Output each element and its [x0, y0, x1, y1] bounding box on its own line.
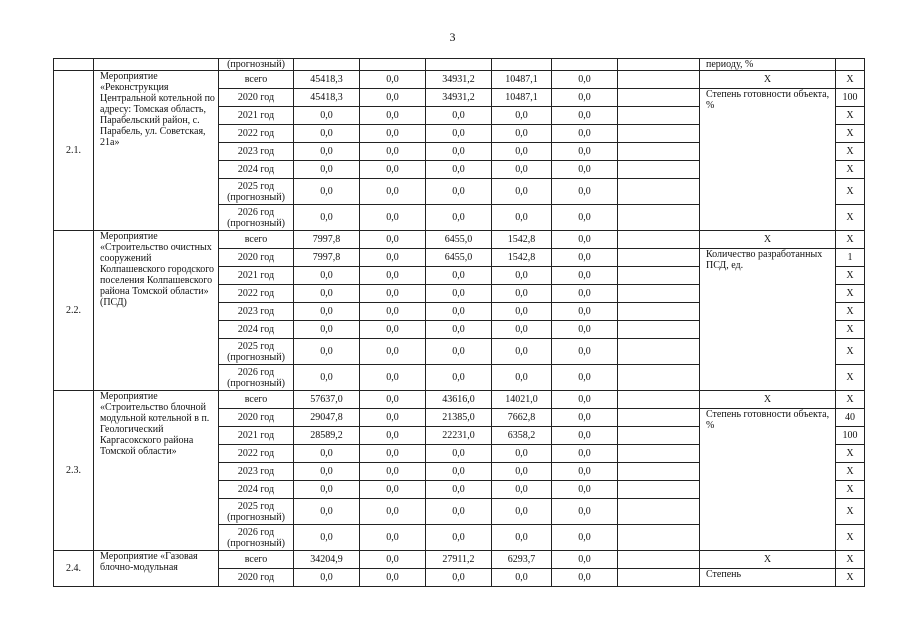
amount-cell: 0,0 — [426, 143, 492, 161]
amount-cell: 0,0 — [552, 143, 618, 161]
amount-cell: 0,0 — [360, 409, 426, 427]
amount-cell: 0,0 — [426, 161, 492, 179]
indicator-value: X — [836, 125, 865, 143]
amount-cell: 22231,0 — [426, 427, 492, 445]
section-number: 2.4. — [54, 551, 94, 587]
year-cell: 2022 год — [219, 285, 294, 303]
empty-cell — [618, 463, 700, 481]
amount-cell: 0,0 — [294, 267, 360, 285]
amount-cell: 1542,8 — [492, 249, 552, 267]
amount-cell: 0,0 — [492, 499, 552, 525]
section-number: 2.3. — [54, 391, 94, 551]
amount-cell: 0,0 — [360, 161, 426, 179]
year-cell: 2023 год — [219, 463, 294, 481]
amount-cell: 0,0 — [360, 339, 426, 365]
year-cell: 2025 год (прогнозный) — [219, 499, 294, 525]
year-cell: 2026 год (прогнозный) — [219, 525, 294, 551]
amount-cell: 0,0 — [426, 267, 492, 285]
amount-cell: 0,0 — [552, 285, 618, 303]
amount-cell: 6358,2 — [492, 427, 552, 445]
amount-cell: 0,0 — [492, 481, 552, 499]
indicator-name: Степень готовности объекта, % — [700, 89, 836, 231]
empty-cell — [618, 409, 700, 427]
amount-cell: 0,0 — [552, 499, 618, 525]
amount-cell: 0,0 — [294, 481, 360, 499]
amount-cell: 0,0 — [360, 285, 426, 303]
amount-cell: 0,0 — [360, 179, 426, 205]
empty-cell — [426, 59, 492, 71]
amount-cell: 0,0 — [426, 481, 492, 499]
amount-cell: 0,0 — [360, 125, 426, 143]
year-cell: 2025 год (прогнозный) — [219, 339, 294, 365]
amount-cell: 7997,8 — [294, 249, 360, 267]
amount-cell: 0,0 — [552, 481, 618, 499]
indicator-cell: периоду, % — [700, 59, 836, 71]
empty-cell — [618, 107, 700, 125]
indicator-value: X — [836, 303, 865, 321]
empty-cell — [618, 303, 700, 321]
empty-cell — [618, 365, 700, 391]
amount-cell: 0,0 — [294, 365, 360, 391]
indicator-value: X — [836, 179, 865, 205]
table-row — [54, 551, 865, 569]
amount-cell: 0,0 — [360, 71, 426, 89]
table-body — [54, 59, 865, 587]
empty-cell — [618, 321, 700, 339]
year-cell: 2021 год — [219, 107, 294, 125]
amount-cell: 6455,0 — [426, 249, 492, 267]
amount-cell: 0,0 — [360, 231, 426, 249]
amount-cell: 57637,0 — [294, 391, 360, 409]
indicator-value: X — [836, 321, 865, 339]
amount-cell: 0,0 — [294, 161, 360, 179]
amount-cell: 0,0 — [294, 445, 360, 463]
indicator-cell: X — [700, 231, 836, 249]
amount-cell: 0,0 — [492, 107, 552, 125]
indicator-cell: X — [700, 391, 836, 409]
amount-cell: 0,0 — [360, 205, 426, 231]
year-cell: всего — [219, 231, 294, 249]
amount-cell: 0,0 — [360, 89, 426, 107]
year-cell: 2022 год — [219, 445, 294, 463]
indicator-value: X — [836, 463, 865, 481]
amount-cell: 29047,8 — [294, 409, 360, 427]
amount-cell: 0,0 — [426, 445, 492, 463]
amount-cell: 34931,2 — [426, 71, 492, 89]
amount-cell: 0,0 — [552, 71, 618, 89]
indicator-value: X — [836, 285, 865, 303]
amount-cell: 0,0 — [360, 143, 426, 161]
empty-cell — [618, 427, 700, 445]
amount-cell: 0,0 — [360, 365, 426, 391]
indicator-value: 1 — [836, 249, 865, 267]
amount-cell: 0,0 — [552, 89, 618, 107]
indicator-cell: X — [700, 551, 836, 569]
empty-cell — [618, 499, 700, 525]
amount-cell: 6293,7 — [492, 551, 552, 569]
empty-cell — [618, 267, 700, 285]
amount-cell: 0,0 — [492, 463, 552, 481]
empty-cell — [618, 339, 700, 365]
amount-cell: 0,0 — [360, 445, 426, 463]
amount-cell: 0,0 — [426, 205, 492, 231]
table-row — [54, 391, 865, 409]
table-row — [54, 231, 865, 249]
amount-cell: 0,0 — [492, 321, 552, 339]
amount-cell: 0,0 — [492, 179, 552, 205]
year-cell: 2026 год (прогнозный) — [219, 205, 294, 231]
measure-description: Мероприятие «Строительство очистных сооружений Колпашевского городского поселения Колпашевского района Томской области» (ПСД) — [94, 231, 219, 391]
amount-cell: 0,0 — [552, 321, 618, 339]
amount-cell: 34204,9 — [294, 551, 360, 569]
year-cell: 2021 год — [219, 267, 294, 285]
amount-cell: 0,0 — [360, 107, 426, 125]
amount-cell: 0,0 — [294, 125, 360, 143]
indicator-value: X — [836, 481, 865, 499]
year-cell: 2024 год — [219, 321, 294, 339]
empty-cell — [360, 59, 426, 71]
measure-description: Мероприятие «Реконструкция Центральной котельной по адресу: Томская область, Парабельский район, с. Парабель, ул. Советская, 21а» — [94, 71, 219, 231]
amount-cell: 0,0 — [294, 339, 360, 365]
indicator-value: X — [836, 525, 865, 551]
empty-cell — [618, 525, 700, 551]
amount-cell: 0,0 — [552, 427, 618, 445]
empty-cell — [618, 59, 700, 71]
amount-cell: 0,0 — [492, 125, 552, 143]
year-cell: 2020 год — [219, 249, 294, 267]
year-cell: 2025 год (прогнозный) — [219, 179, 294, 205]
amount-cell: 7997,8 — [294, 231, 360, 249]
amount-cell: 0,0 — [492, 143, 552, 161]
amount-cell: 0,0 — [552, 161, 618, 179]
amount-cell: 0,0 — [294, 107, 360, 125]
amount-cell: 0,0 — [426, 365, 492, 391]
amount-cell: 0,0 — [552, 125, 618, 143]
amount-cell: 0,0 — [360, 525, 426, 551]
year-cell: 2020 год — [219, 409, 294, 427]
year-cell: 2023 год — [219, 143, 294, 161]
amount-cell: 0,0 — [360, 391, 426, 409]
amount-cell: 0,0 — [552, 107, 618, 125]
amount-cell: 27911,2 — [426, 551, 492, 569]
empty-cell — [618, 231, 700, 249]
empty-cell — [618, 391, 700, 409]
indicator-value: 100 — [836, 89, 865, 107]
amount-cell: 0,0 — [294, 205, 360, 231]
amount-cell: 0,0 — [552, 391, 618, 409]
page-number: 3 — [449, 30, 456, 44]
empty-cell — [618, 551, 700, 569]
empty-cell — [618, 249, 700, 267]
empty-cell — [492, 59, 552, 71]
amount-cell: 14021,0 — [492, 391, 552, 409]
empty-cell — [618, 89, 700, 107]
amount-cell: 0,0 — [360, 249, 426, 267]
amount-cell: 0,0 — [552, 525, 618, 551]
amount-cell: 0,0 — [426, 463, 492, 481]
indicator-value: X — [836, 267, 865, 285]
amount-cell: 34931,2 — [426, 89, 492, 107]
amount-cell: 0,0 — [492, 303, 552, 321]
amount-cell: 0,0 — [360, 499, 426, 525]
amount-cell: 0,0 — [552, 267, 618, 285]
indicator-value: X — [836, 205, 865, 231]
year-cell: 2022 год — [219, 125, 294, 143]
empty-cell — [618, 71, 700, 89]
amount-cell: 0,0 — [552, 463, 618, 481]
amount-cell: 0,0 — [552, 339, 618, 365]
amount-cell: 0,0 — [492, 161, 552, 179]
amount-cell: 0,0 — [426, 107, 492, 125]
amount-cell: 0,0 — [552, 409, 618, 427]
amount-cell: 0,0 — [294, 303, 360, 321]
indicator-name: Степень — [700, 569, 836, 587]
indicator-value: X — [836, 339, 865, 365]
amount-cell: 0,0 — [294, 321, 360, 339]
amount-cell: 0,0 — [294, 285, 360, 303]
amount-cell: 0,0 — [426, 321, 492, 339]
amount-cell: 0,0 — [492, 365, 552, 391]
amount-cell: 0,0 — [360, 267, 426, 285]
year-cell: 2026 год (прогнозный) — [219, 365, 294, 391]
empty-cell — [618, 143, 700, 161]
indicator-value: 100 — [836, 427, 865, 445]
amount-cell: 0,0 — [552, 445, 618, 463]
section-number: 2.1. — [54, 71, 94, 231]
empty-cell — [618, 481, 700, 499]
amount-cell: 0,0 — [492, 569, 552, 587]
indicator-value: 40 — [836, 409, 865, 427]
amount-cell: 0,0 — [552, 205, 618, 231]
amount-cell: 28589,2 — [294, 427, 360, 445]
indicator-name: Количество разработанных ПСД, ед. — [700, 249, 836, 391]
amount-cell: 21385,0 — [426, 409, 492, 427]
amount-cell: 7662,8 — [492, 409, 552, 427]
amount-cell: 0,0 — [360, 481, 426, 499]
amount-cell: 0,0 — [552, 249, 618, 267]
amount-cell: 0,0 — [426, 303, 492, 321]
year-cell: всего — [219, 551, 294, 569]
empty-cell — [552, 59, 618, 71]
amount-cell: 0,0 — [552, 231, 618, 249]
amount-cell: 0,0 — [360, 303, 426, 321]
budget-table — [53, 58, 865, 587]
amount-cell: 0,0 — [294, 525, 360, 551]
empty-cell — [294, 59, 360, 71]
indicator-value: X — [836, 551, 865, 569]
year-cell: 2023 год — [219, 303, 294, 321]
section-number: 2.2. — [54, 231, 94, 391]
amount-cell: 0,0 — [552, 569, 618, 587]
amount-cell: 0,0 — [426, 179, 492, 205]
indicator-value: X — [836, 391, 865, 409]
amount-cell: 0,0 — [360, 321, 426, 339]
amount-cell: 0,0 — [552, 303, 618, 321]
amount-cell: 0,0 — [426, 285, 492, 303]
indicator-value: X — [836, 569, 865, 587]
year-cell: 2020 год — [219, 569, 294, 587]
measure-description: Мероприятие «Газовая блочно-модульная — [94, 551, 219, 587]
amount-cell: 0,0 — [492, 285, 552, 303]
amount-cell: 0,0 — [294, 569, 360, 587]
amount-cell: 43616,0 — [426, 391, 492, 409]
empty-cell — [54, 59, 94, 71]
indicator-value: X — [836, 107, 865, 125]
amount-cell: 45418,3 — [294, 89, 360, 107]
amount-cell: 10487,1 — [492, 71, 552, 89]
amount-cell: 0,0 — [360, 463, 426, 481]
amount-cell: 0,0 — [492, 445, 552, 463]
amount-cell: 0,0 — [426, 125, 492, 143]
indicator-value: X — [836, 161, 865, 179]
amount-cell: 1542,8 — [492, 231, 552, 249]
year-cell: всего — [219, 71, 294, 89]
amount-cell: 0,0 — [426, 569, 492, 587]
amount-cell: 0,0 — [294, 143, 360, 161]
year-cell: (прогнозный) — [219, 59, 294, 71]
amount-cell: 0,0 — [492, 267, 552, 285]
amount-cell: 0,0 — [552, 365, 618, 391]
indicator-value: X — [836, 499, 865, 525]
amount-cell: 0,0 — [294, 463, 360, 481]
empty-cell — [618, 125, 700, 143]
amount-cell: 6455,0 — [426, 231, 492, 249]
measure-description: Мероприятие «Строительство блочной модульной котельной в п. Геологический Каргасокского района Томской области» — [94, 391, 219, 551]
indicator-value: X — [836, 445, 865, 463]
year-cell: 2020 год — [219, 89, 294, 107]
year-cell: всего — [219, 391, 294, 409]
amount-cell: 0,0 — [492, 339, 552, 365]
amount-cell: 0,0 — [492, 525, 552, 551]
empty-cell — [618, 179, 700, 205]
amount-cell: 0,0 — [426, 339, 492, 365]
amount-cell: 10487,1 — [492, 89, 552, 107]
year-cell: 2021 год — [219, 427, 294, 445]
empty-cell — [618, 285, 700, 303]
empty-cell — [618, 569, 700, 587]
table-row-continuation — [54, 59, 865, 71]
indicator-name: Степень готовности объекта, % — [700, 409, 836, 551]
empty-cell — [618, 205, 700, 231]
empty-cell — [94, 59, 219, 71]
amount-cell: 45418,3 — [294, 71, 360, 89]
amount-cell: 0,0 — [360, 427, 426, 445]
empty-cell — [618, 161, 700, 179]
indicator-value: X — [836, 143, 865, 161]
amount-cell: 0,0 — [294, 499, 360, 525]
empty-cell — [836, 59, 865, 71]
amount-cell: 0,0 — [552, 179, 618, 205]
indicator-value: X — [836, 71, 865, 89]
amount-cell: 0,0 — [294, 179, 360, 205]
empty-cell — [618, 445, 700, 463]
indicator-value: X — [836, 231, 865, 249]
year-cell: 2024 год — [219, 161, 294, 179]
year-cell: 2024 год — [219, 481, 294, 499]
indicator-value: X — [836, 365, 865, 391]
table-row — [54, 71, 865, 89]
amount-cell: 0,0 — [360, 551, 426, 569]
amount-cell: 0,0 — [426, 525, 492, 551]
amount-cell: 0,0 — [552, 551, 618, 569]
amount-cell: 0,0 — [360, 569, 426, 587]
indicator-cell: X — [700, 71, 836, 89]
amount-cell: 0,0 — [492, 205, 552, 231]
amount-cell: 0,0 — [426, 499, 492, 525]
